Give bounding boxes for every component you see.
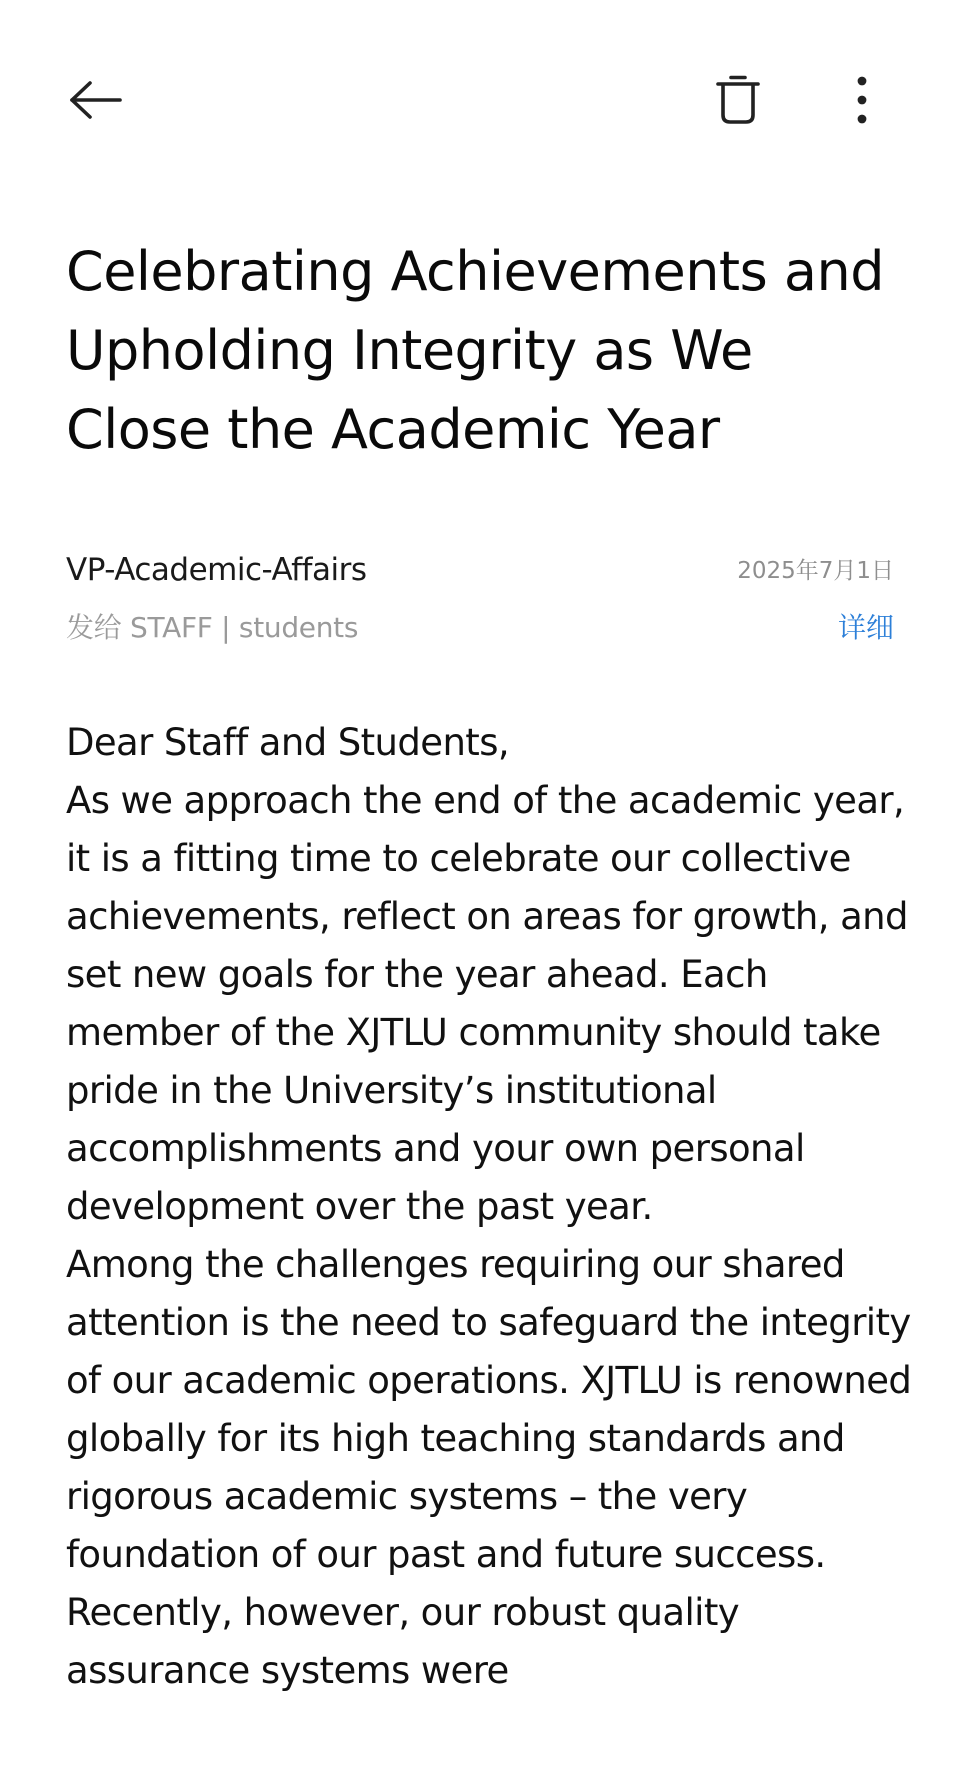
top-toolbar [0, 0, 960, 200]
email-date: 2025年7月1日 [737, 558, 894, 584]
email-body [66, 714, 916, 1700]
email-greeting: Dear Staff and Students, [66, 721, 510, 764]
email-paragraph-1: As we approach the end of the academic year, it is a fitting time to celebrate our collective achievements, reflect on areas for growth, and set new goals for the year ahead. Each member of the XJTLU community should take pride in the University’s institutional accomplishments and your own personal development over the past year. [66, 779, 908, 1228]
more-options-button[interactable] [824, 60, 900, 140]
delete-button[interactable] [700, 60, 776, 140]
arrow-left-icon [68, 80, 124, 120]
email-paragraph-2: Among the challenges requiring our shared attention is the need to safeguard the integrity of our academic operations. XJTLU is renowned globally for its high teaching standards and rigorous academic systems – the very foundation of our past and future success. Recently, however, our robust quality assurance systems were [66, 1243, 912, 1692]
trash-icon [716, 75, 760, 125]
more-vertical-icon [856, 76, 868, 124]
recipients-line: 发给 STAFF | students [66, 611, 359, 644]
back-button[interactable] [56, 64, 136, 136]
email-meta [66, 548, 894, 658]
sender-name[interactable]: VP-Academic-Affairs [66, 552, 367, 588]
email-subject: Celebrating Achievements and Upholding Integrity as We Close the Academic Year [66, 240, 884, 461]
details-link[interactable]: 详细 [837, 611, 894, 644]
